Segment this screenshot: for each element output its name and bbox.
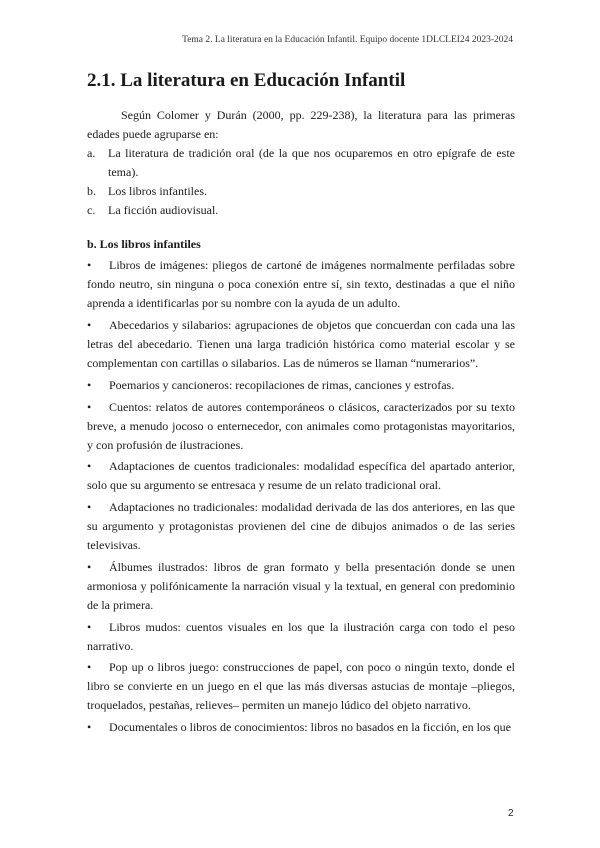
list-item: [87, 144, 515, 182]
bullet-item: [87, 256, 515, 313]
bullet-text: Poemarios y cancioneros: recopilaciones de rimas, canciones y estrofas.: [109, 377, 455, 392]
list-item: [87, 182, 515, 201]
section-title: 2.1. La literatura en Educación Infantil: [87, 70, 406, 91]
list-marker: a.: [87, 145, 96, 160]
bullet-text: Documentales o libros de conocimientos: libros no basados en la ficción, en los que: [109, 720, 511, 735]
list-item-text: La ficción audiovisual.: [108, 202, 219, 217]
bullet-icon: •: [87, 619, 92, 634]
bullet-item: [87, 498, 515, 555]
bullet-item: [87, 718, 515, 737]
intro-paragraph: Según Colomer y Durán (2000, pp. 229-238), la literatura para las primeras edades puede agruparse en:: [87, 108, 515, 141]
bullet-icon: •: [87, 500, 92, 515]
bullet-text: Álbumes ilustrados: libros de gran formato y bella presentación donde se unen armoniosa y polifónicamente la narración visual y la textual, en general con predominio de la primera.: [87, 559, 515, 612]
list-marker: c.: [87, 202, 96, 217]
bullet-text: Libros de imágenes: pliegos de cartoné de imágenes normalmente perfiladas sobre fondo neutro, sin ninguna o poca conexión entre sí, sin texto, destinadas a que el niño aprenda a identificarlas por su nombre con la ayuda de un adulto.: [87, 258, 515, 311]
bullet-text: Abecedarios y silabarios: agrupaciones de objetos que concuerdan con cada una las letras del abecedario. Tienen una larga tradición histórica como material escolar y se complementan con cartillas o silabarios. Las de números se llaman “numerarios”.: [87, 318, 515, 370]
list-marker: b.: [87, 183, 96, 198]
bullet-item: [87, 558, 515, 615]
bullet-icon: •: [87, 559, 92, 574]
bullet-text: Libros mudos: cuentos visuales en los que la ilustración carga con todo el peso narrativo.: [87, 619, 515, 653]
list-item: [87, 201, 515, 220]
bullet-icon: •: [87, 660, 92, 675]
bullet-icon: •: [87, 258, 92, 273]
bullet-item: [87, 457, 515, 495]
page-number: 2: [508, 808, 514, 819]
bullet-text: Adaptaciones no tradicionales: modalidad derivada de las dos anteriores, en las que su argumento y protagonistas provienen del cine de dibujos animados o de las series televisivas.: [87, 500, 515, 553]
bullet-icon: •: [87, 459, 92, 474]
bullet-item: [87, 618, 515, 656]
page-header: Tema 2. La literatura en la Educación Infantil. Equipo docente 1DLCLEI24 2023-2024: [182, 35, 513, 45]
bullet-item: [87, 316, 515, 373]
document-body: [87, 68, 515, 740]
bullet-item: [87, 398, 515, 455]
bullet-text: Cuentos: relatos de autores contemporáneos o clásicos, caracterizados por su texto breve, a menudo jocoso o enternecedor, con animales como protagonistas mayoritarios, y con profusión de ilustraciones.: [87, 399, 515, 452]
list-item-text: La literatura de tradición oral (de la que nos ocuparemos en otro epígrafe de este tema).: [108, 145, 515, 179]
bullet-item: [87, 376, 515, 395]
bullet-item: [87, 658, 515, 715]
bullet-text: Adaptaciones de cuentos tradicionales: modalidad específica del apartado anterior, solo que su argumento se entresaca y resume de un relato tradicional oral.: [87, 459, 515, 493]
bullet-icon: •: [87, 377, 92, 392]
bullet-icon: •: [87, 720, 92, 735]
list-item-text: Los libros infantiles.: [108, 183, 207, 198]
bullet-icon: •: [87, 318, 92, 333]
bullet-icon: •: [87, 399, 92, 414]
subsection-heading: b. Los libros infantiles: [87, 237, 201, 252]
bullet-text: Pop up o libros juego: construcciones de papel, con poco o ningún texto, donde el libro se convierte en un juego en el que las más diversas astucias de montaje –pliegos, troquelados, pestañas, relieves– permiten un manejo lúdico del objeto narrativo.: [87, 660, 515, 713]
